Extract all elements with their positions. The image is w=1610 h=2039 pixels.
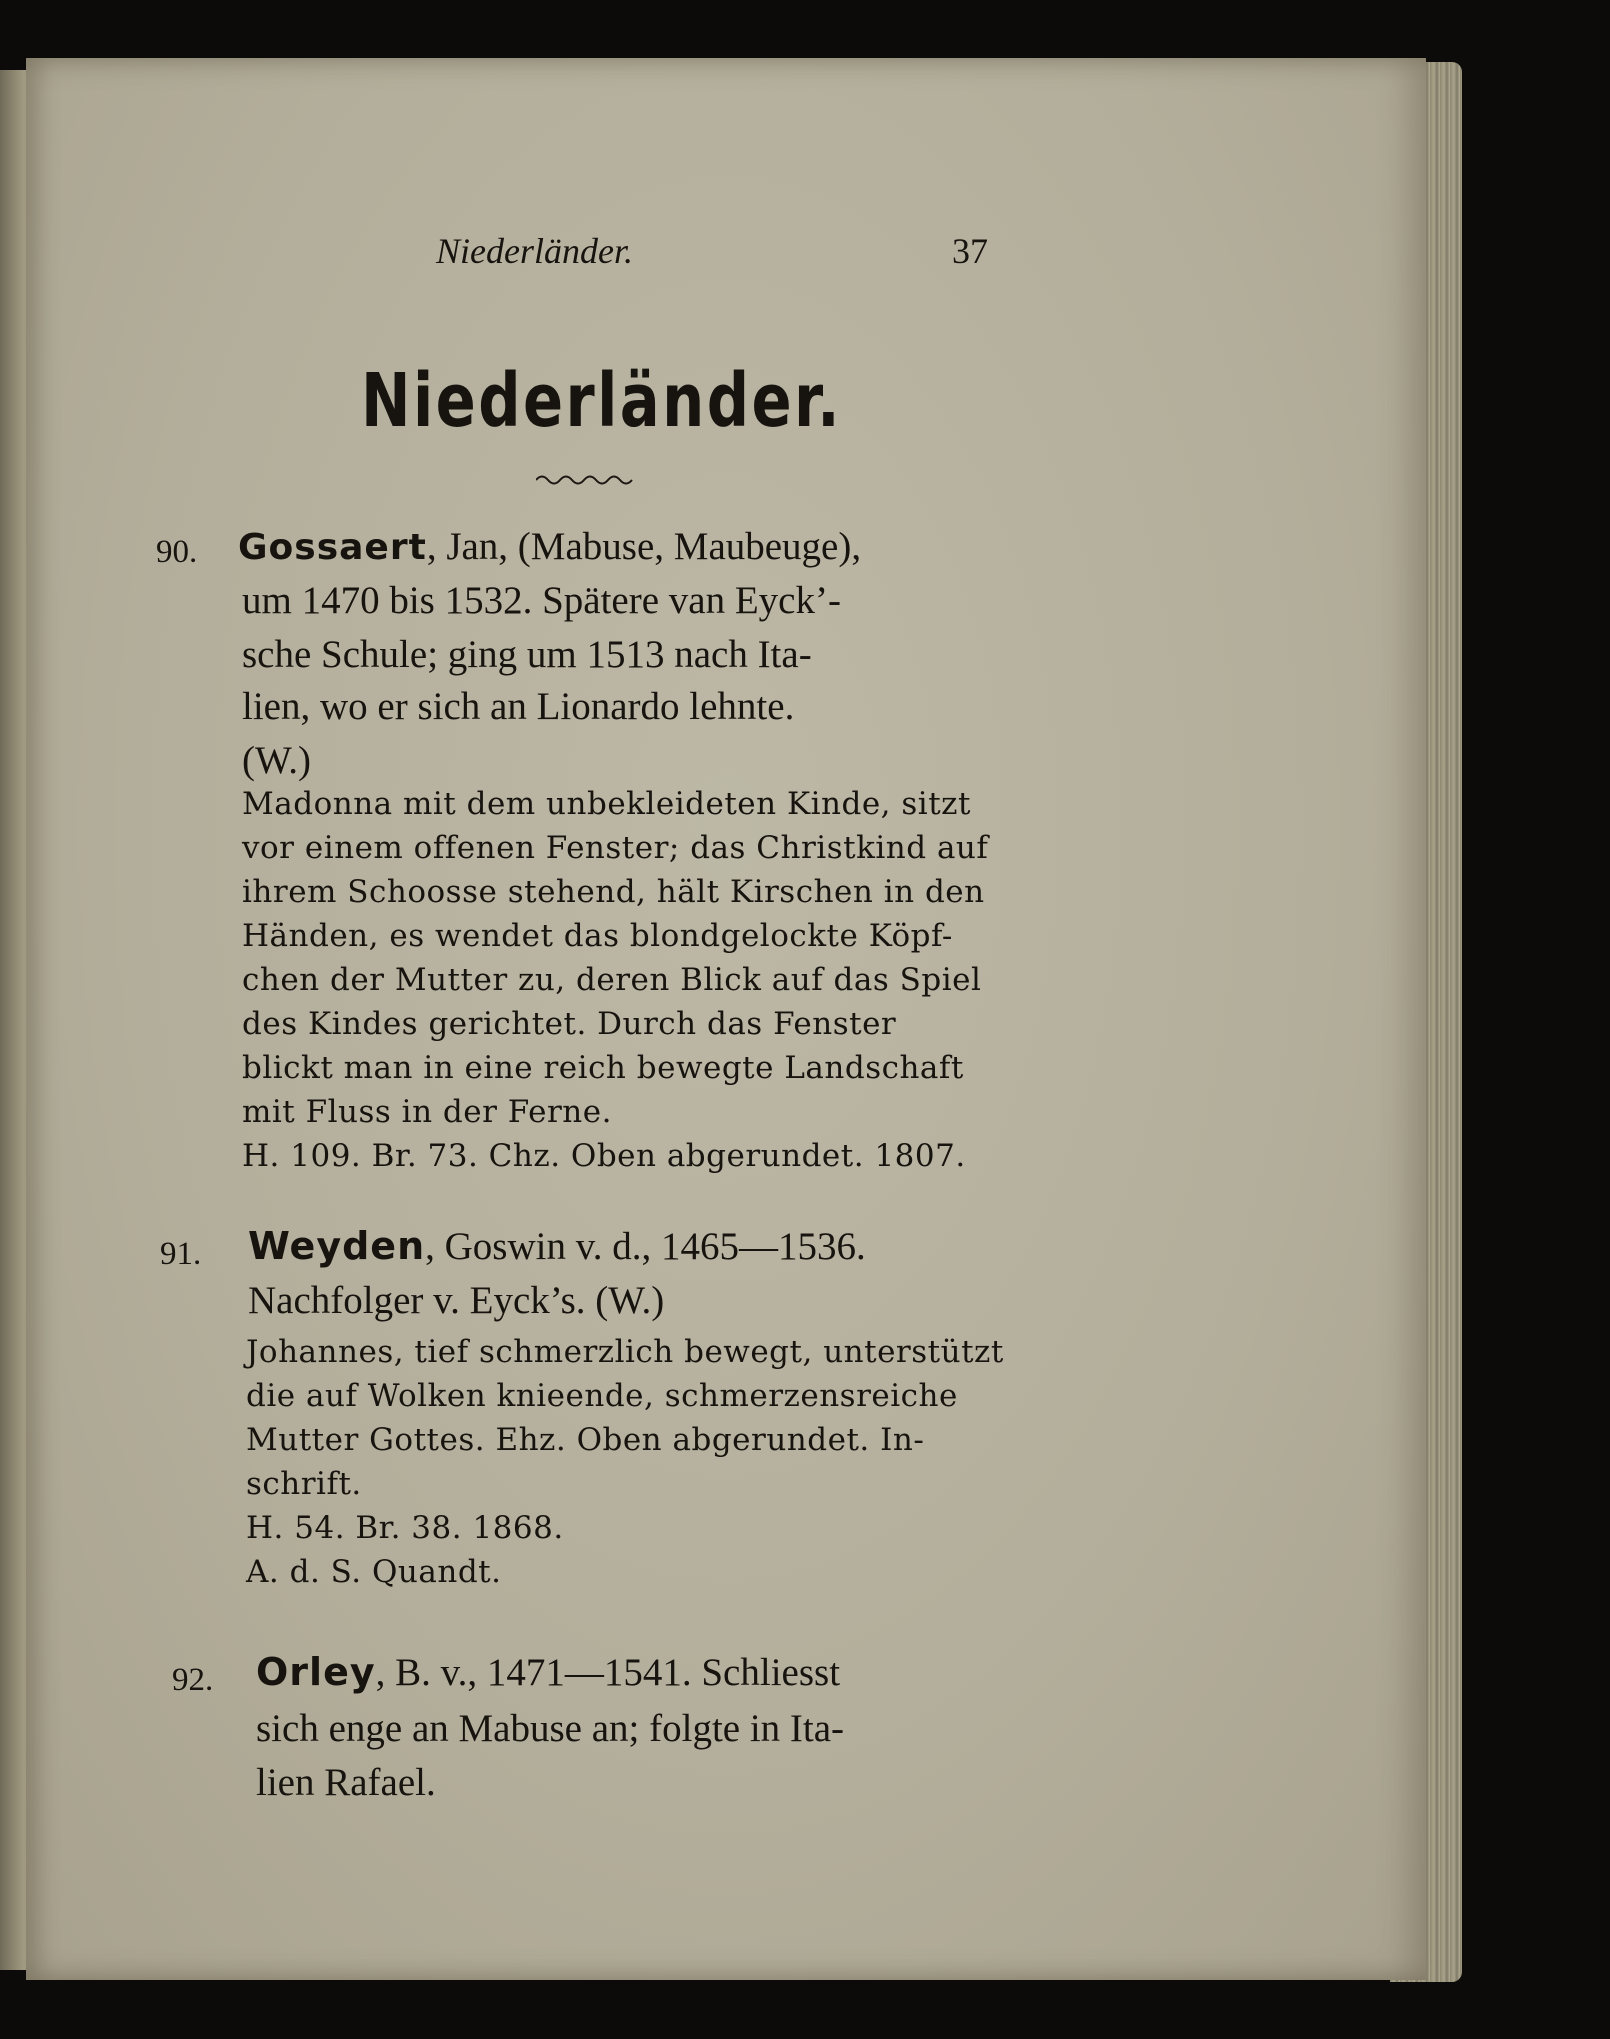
description-line: vor einem offenen Fenster; das Christkind auf [242,830,989,866]
artist-name: Weyden [248,1224,426,1268]
description-line: Händen, es wendet das blondgelockte Köpf- [242,918,953,954]
bio-line: sche Schule; ging um 1513 nach Ita- [242,633,812,676]
title-ornament [536,473,636,487]
running-head: Niederländer. [436,231,633,271]
description-line: Mutter Gottes. Ehz. Oben abgerundet. In- [246,1422,925,1458]
description-line: Madonna mit dem unbekleideten Kinde, sitzt [242,786,971,822]
description-line: schrift. [246,1466,362,1502]
book-page [26,58,1426,1980]
page-number: 37 [952,231,988,271]
bio-line: um 1470 bis 1532. Spätere van Eyck’- [242,579,841,622]
artist-details: , Goswin v. d., 1465—1536. [425,1225,866,1268]
bio-line: Nachfolger v. Eyck’s. (W.) [248,1279,665,1322]
artist-details: , B. v., 1471—1541. Schliesst [375,1651,841,1694]
entry-number: 90. [156,534,198,570]
bio-line: lien, wo er sich an Lionardo lehnte. [242,685,795,728]
provenance-line: A. d. S. Quandt. [246,1554,502,1590]
bio-line: (W.) [242,739,311,782]
artist-name: Orley [256,1650,376,1694]
section-title: Niederländer. [361,358,843,444]
description-line: die auf Wolken knieende, schmerzensreiche [246,1378,958,1414]
description-line: chen der Mutter zu, deren Blick auf das Spiel [242,962,982,998]
entry-heading [248,1224,866,1269]
artist-name: Gossaert [238,527,427,568]
description-line: mit Fluss in der Ferne. [242,1094,612,1130]
dimensions-line: H. 109. Br. 73. Chz. Oben abgerundet. 1807. [242,1138,966,1174]
bio-line: sich enge an Mabuse an; folgte in Ita- [256,1707,845,1750]
entry-heading [238,524,861,569]
entry-number: 92. [172,1662,214,1698]
entry-number: 91. [160,1236,202,1272]
description-line: des Kindes gerichtet. Durch das Fenster [242,1006,897,1042]
bio-line: lien Rafael. [256,1761,436,1804]
description-line: ihrem Schoosse stehend, hält Kirschen in den [242,874,985,910]
entry-heading [256,1650,840,1695]
description-line: blickt man in eine reich bewegte Landschaft [242,1050,964,1086]
artist-details: , Jan, (Mabuse, Maubeuge), [426,525,862,568]
dimensions-line: H. 54. Br. 38. 1868. [246,1510,564,1546]
description-line: Johannes, tief schmerzlich bewegt, unterstützt [246,1334,1004,1370]
